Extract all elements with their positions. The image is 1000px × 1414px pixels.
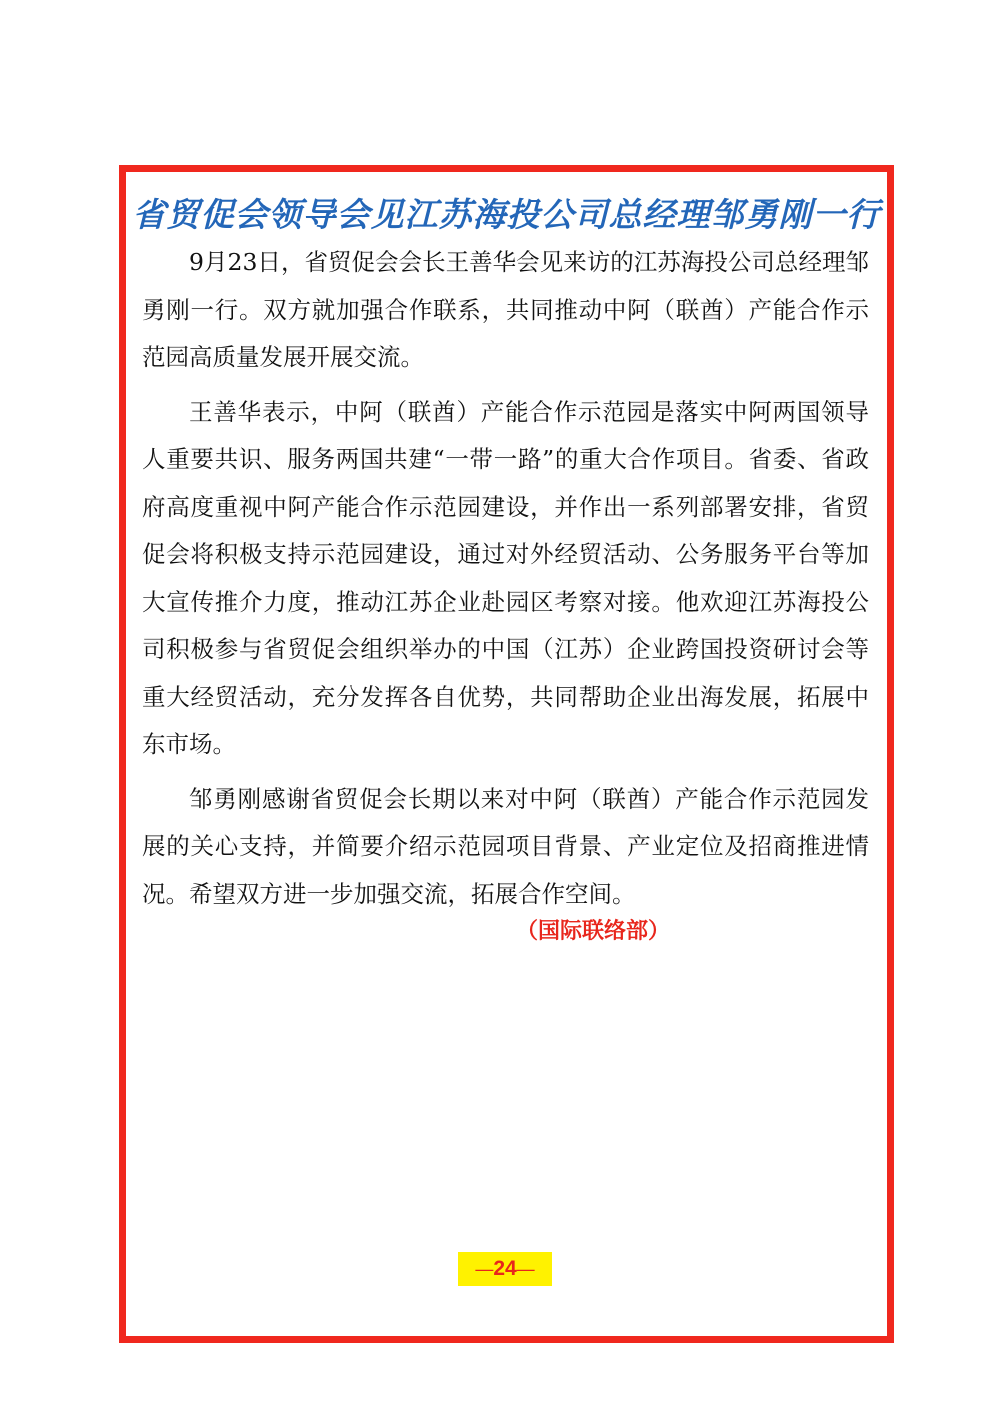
article-title: 省贸促会领导会见江苏海投公司总经理邹勇刚一行	[132, 195, 881, 234]
paragraph-3: 邹勇刚感谢省贸促会长期以来对中阿（联酋）产能合作示范园发展的关心支持，并简要介绍示范园项目背景、产业定位及招商推进情况。希望双方进一步加强交流，拓展合作空间。	[142, 784, 869, 908]
source-credit: （国际联络部）	[516, 919, 671, 944]
paragraph-1: 9月23日，省贸促会会长王善华会见来访的江苏海投公司总经理邹勇刚一行。双方就加强合作联系，共同推动中阿（联酋）产能合作示范园高质量发展开展交流。	[142, 248, 869, 371]
page-number-badge	[458, 1252, 552, 1286]
page-frame	[119, 165, 894, 1343]
page-number-dash-left: —	[475, 1259, 494, 1279]
page-number-dash-right: —	[516, 1259, 535, 1279]
paragraph-2: 王善华表示，中阿（联酋）产能合作示范园是落实中阿两国领导人重要共识、服务两国共建“一带一路”的重大合作项目。省委、省政府高度重视中阿产能合作示范园建设，并作出一系列部署安排，省贸促会将积极支持示范园建设，通过对外经贸活动、公务服务平台等加大宣传推介力度，推动江苏企业赴园区考察对接。他欢迎江苏海投公司积极参与省贸促会组织举办的中国（江苏）企业跨国投资研讨会等重大经贸活动，充分发挥各自优势，共同帮助企业出海发展，拓展中东市场。	[142, 397, 869, 758]
page-number: 24	[493, 1257, 517, 1280]
article-body	[142, 239, 869, 925]
